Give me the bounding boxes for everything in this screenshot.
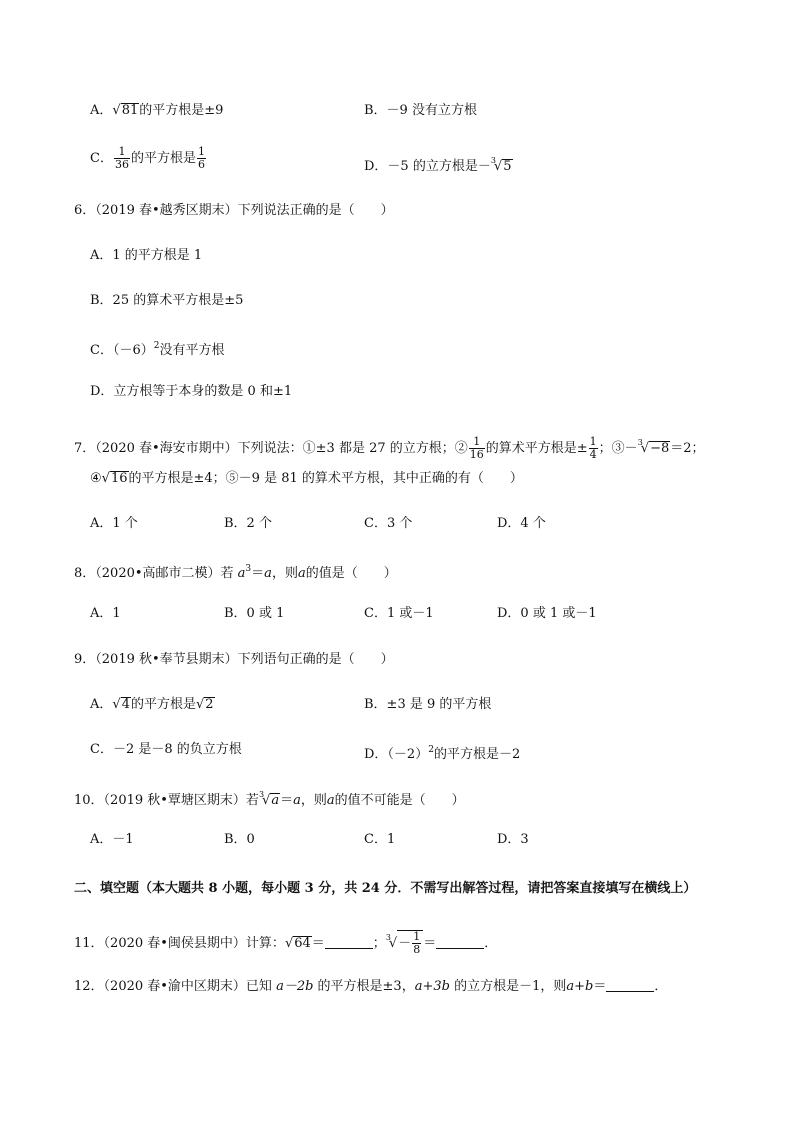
q8-option-b[interactable]: B．0 或 1 [224,606,285,621]
q8-option-d[interactable]: D．0 或 1 或－1 [497,606,597,621]
q7-option-c[interactable]: C．3 个 [364,516,413,531]
q7-option-b[interactable]: B．2 个 [224,516,272,531]
q8-stem: 8．（2020•高邮市二模）若 $a^3=a$，则a的值是（ ） [74,564,397,581]
sqrt-16: 16 [110,471,128,486]
q6-option-c[interactable]: C．$(-6)^2$没有平方根 [90,341,225,358]
q7-option-a[interactable]: A．1 个 [90,516,138,531]
q6-option-d[interactable]: D．立方根等于本身的数是 0 和±1 [90,384,293,399]
q7-stem-line1: 7．（2020 春•海安市期中）下列说法：①±3 都是 27 的立方根；② $\frac{1}{16}$ 的算术平方根是± $\frac{1}{4}$ ；③－$^3$√−8＝2； [74,435,705,461]
q12-stem: 12．（2020 春•渝中区期末）已知 a－2b 的平方根是±3，a+3b 的立方根是－1，则a+b＝ ． [74,979,668,994]
q8-option-c[interactable]: C．1 或－1 [364,606,434,621]
answer-blank-1[interactable] [325,936,373,949]
q5-option-b[interactable]: B．－9 没有立方根 [364,103,477,118]
fraction-1-4: $\frac{1}{4}$ [589,435,597,461]
sqrt-4: 4 [121,697,130,712]
fraction-1-36: $\frac{1}{36}$ [114,145,129,171]
answer-blank-2[interactable] [436,936,484,949]
q7-option-d[interactable]: D．4 个 [497,516,546,531]
q5-option-c[interactable]: C． $\frac{1}{36}$ 的平方根是 $\frac{1}{6}$ [90,145,205,171]
q9-option-a[interactable]: A．√4的平方根是√2 [90,697,214,712]
fraction-1-16: $\frac{1}{16}$ [469,435,484,461]
cbrt-neg-one-eighth: － $\frac{1}{8}$ [397,930,423,956]
q6-stem: 6．（2019 春•越秀区期末）下列说法正确的是（ ） [74,203,394,218]
q10-option-a[interactable]: A．－1 [90,832,134,847]
q10-stem: 10．（2019 秋•覃塘区期末）若$^3$√a＝a，则a的值不可能是（ ） [74,790,465,808]
q6-option-a[interactable]: A．1 的平方根是 1 [90,248,203,263]
section-heading-fill-in: 二、填空题（本大题共 8 小题，每小题 3 分，共 24 分．不需写出解答过程，请把答案直接填写在横线上） [74,881,697,896]
q5-option-d[interactable]: D．－5 的立方根是－$^3$√5 [364,156,512,174]
sqrt-2: 2 [205,697,214,712]
q6-option-b[interactable]: B．25 的算术平方根是±5 [90,293,244,308]
q9-option-b[interactable]: B．±3 是 9 的平方根 [364,697,492,712]
cbrt-5: 5 [503,159,512,174]
q9-option-c[interactable]: C．－2 是－8 的负立方根 [90,742,242,757]
cbrt-neg8: −8 [650,441,670,456]
q10-option-b[interactable]: B．0 [224,832,255,847]
sqrt-64: 64 [294,936,311,951]
q10-option-d[interactable]: D．3 [497,832,529,847]
q10-option-c[interactable]: C．1 [364,832,396,847]
q9-option-d[interactable]: D．$(-2)^2$的平方根是－2 [364,745,521,762]
answer-blank-3[interactable] [606,979,654,992]
cbrt-a: a [271,793,280,808]
fraction-1-6: $\frac{1}{6}$ [197,145,205,171]
q5-option-a[interactable]: A．√81的平方根是±9 [90,103,224,118]
q9-stem: 9．（2019 秋•奉节县期末）下列语句正确的是（ ） [74,652,394,667]
sqrt-81: 81 [121,103,139,118]
q7-stem-line2: ④√16的平方根是±4；⑤－9 是 81 的算术平方根，其中正确的有（ ） [90,471,523,486]
q11-stem: 11．（2020 春•闽侯县期中）计算：√64＝ ；$^3$√－ $\frac{1}{8}$ ＝ ． [74,930,498,956]
q8-option-a[interactable]: A．1 [90,606,121,621]
